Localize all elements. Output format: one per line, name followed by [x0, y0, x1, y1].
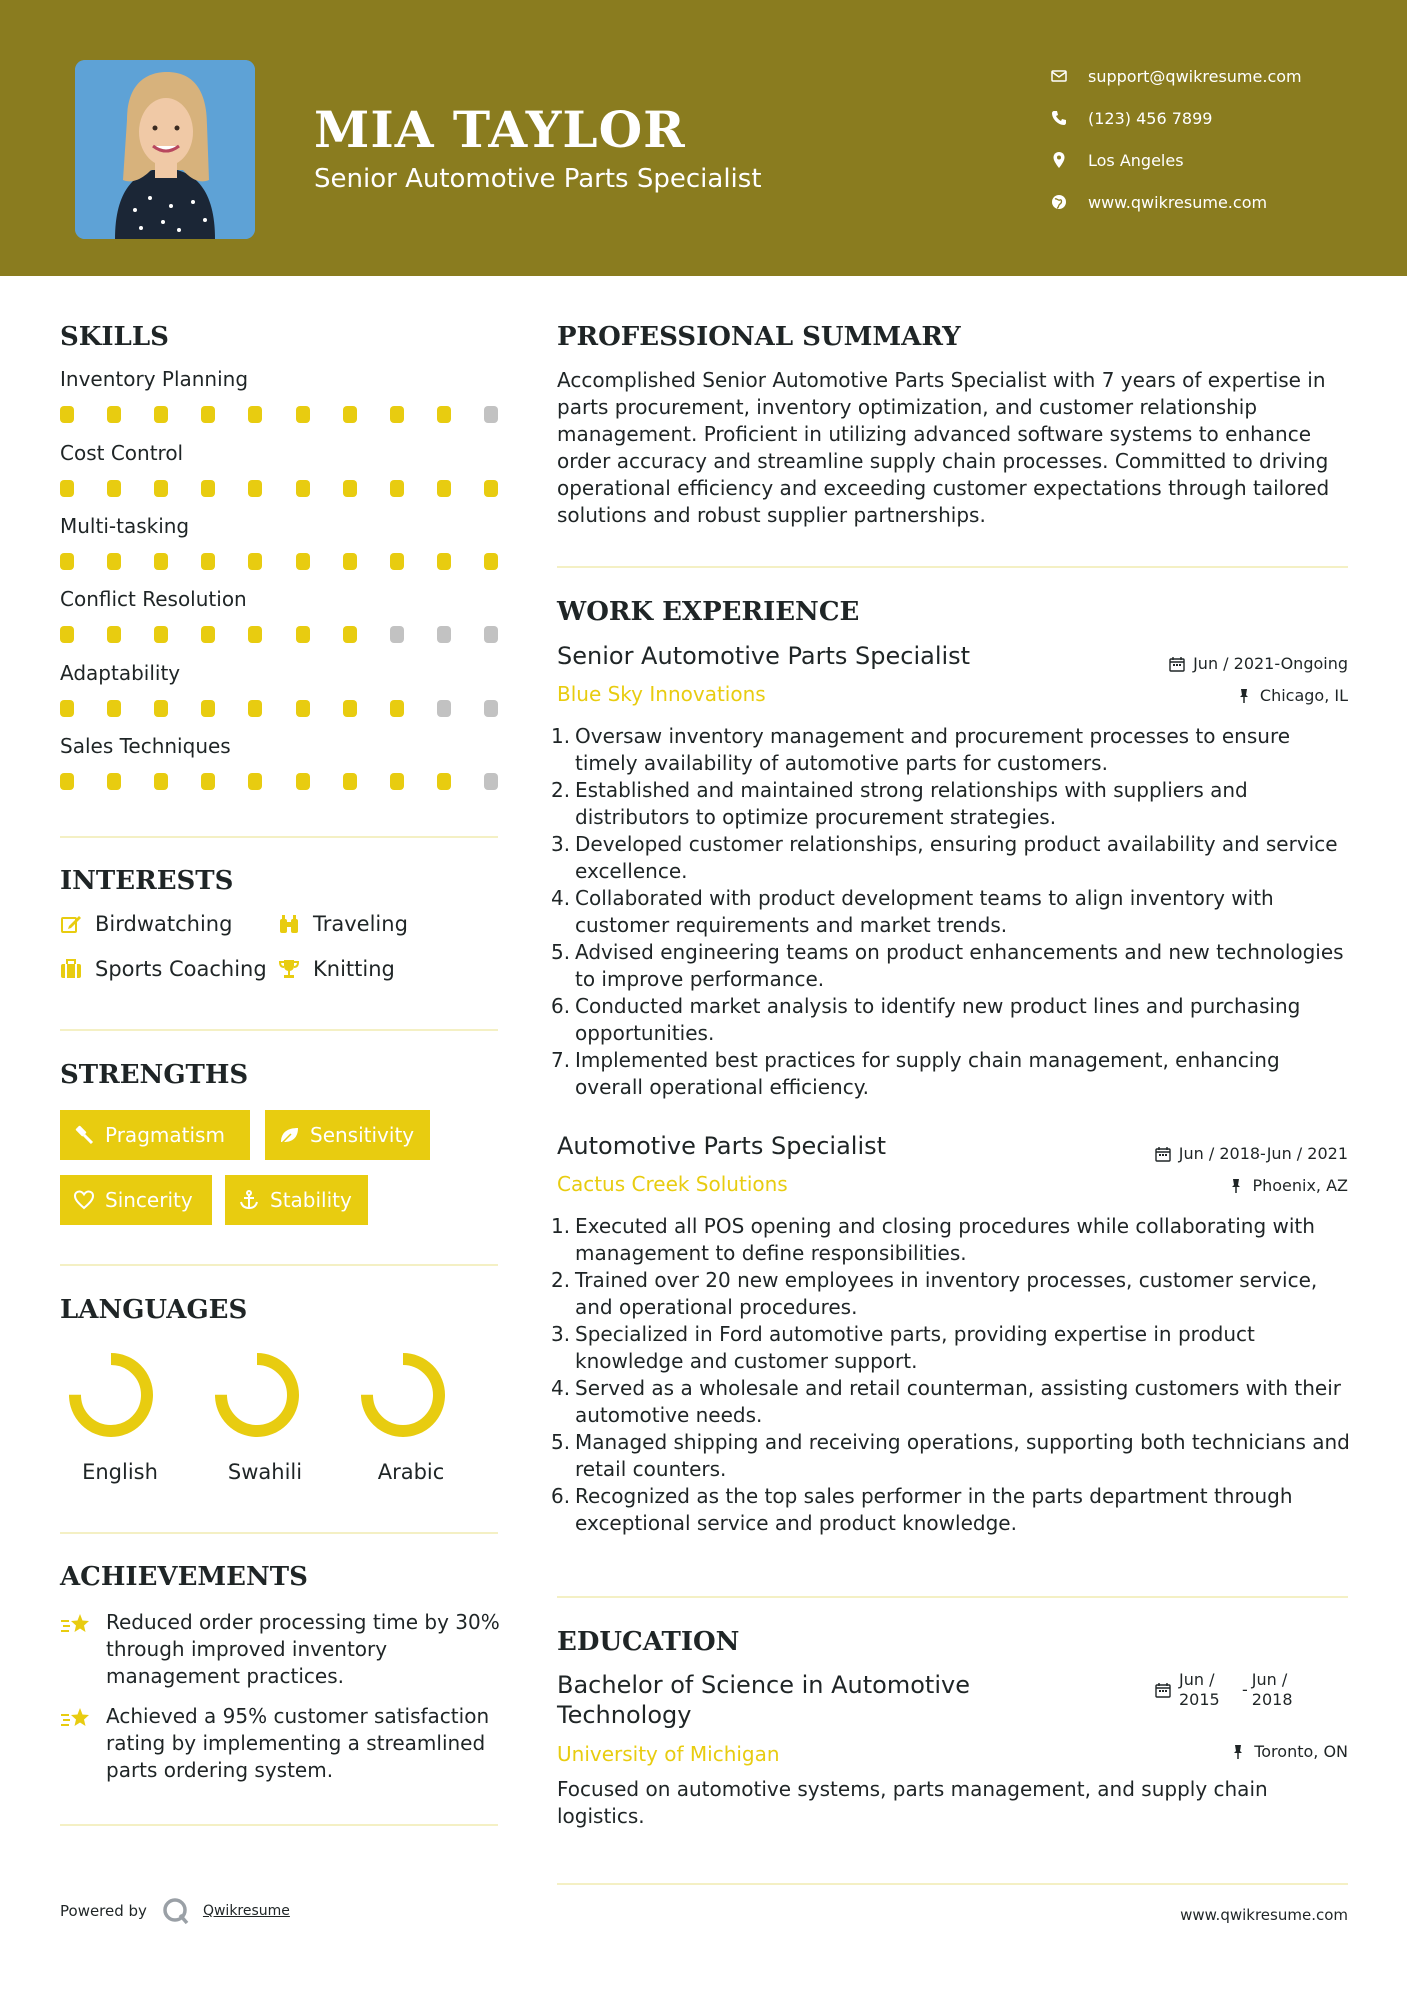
education-end: Jun / 2018: [1251, 1670, 1293, 1709]
summary-text: Accomplished Senior Automotive Parts Specialist with 7 years of expertise in parts procurement, inventory optimization, and customer relationship management. Proficient in utilizing advanced software systems to enhance order accuracy and streamline supply chain processes. Committed to driving operational efficiency and exceeding customer expectations through tailored solutions and robust supplier partnerships.: [557, 368, 1330, 527]
job-location-text: Phoenix, AZ: [1252, 1176, 1348, 1195]
contact-email-text: support@qwikresume.com: [1088, 66, 1302, 86]
job-dates: [1155, 1144, 1348, 1163]
shooting-star-icon: [60, 1705, 92, 1733]
rating-dot-filled: [107, 406, 121, 423]
education-degree: Bachelor of Science in Automotive Technology: [557, 1671, 970, 1729]
job-company: Cactus Creek Solutions: [557, 1172, 788, 1196]
rating-dot-filled: [343, 626, 357, 643]
skill-rating: [60, 773, 498, 790]
job-location: [1228, 1176, 1348, 1195]
footer-powered-by: [60, 1896, 290, 1926]
rating-dot-filled: [484, 553, 498, 570]
pushpin-icon: [1230, 1744, 1246, 1760]
language-gauge: [360, 1352, 446, 1438]
strength-label: Sincerity: [105, 1188, 193, 1212]
rating-dot-filled: [201, 700, 215, 717]
education-location-text: Toronto, ON: [1254, 1742, 1348, 1761]
rating-dot-filled: [296, 553, 310, 570]
education-location: [1230, 1742, 1348, 1761]
rating-dot-filled: [154, 626, 168, 643]
contact-location: [1050, 139, 1302, 181]
rating-dot-empty: [390, 626, 404, 643]
rating-dot-filled: [60, 700, 74, 717]
language-gauge: [214, 1352, 300, 1438]
rating-dot-filled: [343, 406, 357, 423]
strength-chip: [265, 1110, 430, 1160]
duty-item: Recognized as the top sales performer in the parts department through exceptional service and product knowledge.: [575, 1484, 1293, 1535]
achievement-item: [60, 1703, 500, 1784]
rating-dot-filled: [107, 553, 121, 570]
rating-dot-filled: [390, 480, 404, 497]
interest-label: Birdwatching: [95, 912, 233, 936]
rating-dot-filled: [484, 480, 498, 497]
duty-item: Served as a wholesale and retail counterman, assisting customers with their automotive needs.: [575, 1376, 1342, 1427]
rating-dot-filled: [201, 553, 215, 570]
job-location-text: Chicago, IL: [1259, 686, 1348, 705]
language-name: Swahili: [227, 1460, 303, 1484]
qwikresume-logo-icon: [161, 1896, 191, 1926]
skill-rating: [60, 480, 498, 497]
rating-dot-empty: [484, 773, 498, 790]
achievement-item: [60, 1609, 500, 1690]
rating-dot-filled: [248, 773, 262, 790]
rating-dot-filled: [201, 406, 215, 423]
calendar-icon: [1155, 1682, 1171, 1698]
section-divider: [557, 566, 1348, 568]
leaf-icon: [278, 1124, 300, 1146]
section-divider: [60, 1264, 498, 1266]
duty-item: Conducted market analysis to identify new product lines and purchasing opportunities.: [575, 994, 1301, 1045]
rating-dot-filled: [437, 773, 451, 790]
section-divider: [60, 836, 498, 838]
section-divider: [60, 1532, 498, 1534]
languages-heading: LANGUAGES: [60, 1295, 248, 1325]
education-heading: EDUCATION: [557, 1627, 740, 1657]
calendar-icon: [1169, 656, 1185, 672]
job-dates: [1169, 654, 1348, 673]
rating-dot-filled: [296, 480, 310, 497]
duty-item: Established and maintained strong relationships with suppliers and distributors to optimize procurement strategies.: [575, 778, 1248, 829]
job-dates-text: Jun / 2021-Ongoing: [1193, 654, 1348, 673]
language-arc: [221, 1359, 293, 1431]
rating-dot-filled: [390, 700, 404, 717]
resume-header: [0, 0, 1407, 276]
rating-dot-filled: [296, 626, 310, 643]
rating-dot-filled: [60, 406, 74, 423]
rating-dot-filled: [343, 480, 357, 497]
duty-item: Executed all POS opening and closing procedures while collaborating with management to define responsibilities.: [575, 1214, 1315, 1265]
education-school: University of Michigan: [557, 1742, 780, 1766]
rating-dot-filled: [248, 480, 262, 497]
pushpin-icon: [1236, 688, 1252, 704]
powered-by-text: Powered by: [60, 1902, 147, 1920]
duty-item: Managed shipping and receiving operations, supporting both technicians and retail counters.: [575, 1430, 1350, 1481]
rating-dot-filled: [296, 700, 310, 717]
strength-chip: [225, 1175, 368, 1225]
duty-item: Collaborated with product development teams to align inventory with customer requirements and market trends.: [575, 886, 1274, 937]
education-dash: -: [1242, 1680, 1248, 1699]
rating-dot-filled: [248, 553, 262, 570]
briefcase-icon: [60, 958, 82, 980]
contact-phone-text: (123) 456 7899: [1088, 108, 1213, 128]
contact-list: [1050, 55, 1302, 223]
rating-dot-empty: [437, 700, 451, 717]
skill-rating: [60, 406, 498, 423]
strength-chip: [60, 1175, 212, 1225]
rating-dot-empty: [437, 626, 451, 643]
footer-website[interactable]: www.qwikresume.com: [1180, 1906, 1348, 1924]
rating-dot-filled: [154, 700, 168, 717]
rating-dot-filled: [248, 406, 262, 423]
language-arc: [75, 1359, 147, 1431]
achievement-text: Reduced order processing time by 30% through improved inventory management practices.: [106, 1610, 500, 1688]
rating-dot-filled: [201, 480, 215, 497]
pencil-square-icon: [60, 913, 82, 935]
job-duties: [575, 723, 1350, 1101]
strength-label: Sensitivity: [310, 1123, 415, 1147]
strength-label: Pragmatism: [105, 1123, 225, 1147]
rating-dot-filled: [343, 553, 357, 570]
rating-dot-filled: [296, 773, 310, 790]
experience-heading: WORK EXPERIENCE: [557, 597, 860, 627]
qwikresume-link[interactable]: Qwikresume: [202, 1903, 290, 1919]
contact-phone[interactable]: [1050, 97, 1302, 139]
gavel-icon: [73, 1124, 95, 1146]
job-duties: [575, 1213, 1350, 1537]
globe-icon: [1050, 193, 1068, 211]
duty-item: Oversaw inventory management and procurement processes to ensure timely availability of automotive parts for customers.: [575, 724, 1291, 775]
contact-website[interactable]: [1050, 181, 1302, 223]
interest-label: Sports Coaching: [95, 957, 267, 981]
trophy-icon: [278, 958, 300, 980]
rating-dot-empty: [484, 700, 498, 717]
skills-heading: SKILLS: [60, 322, 169, 352]
rating-dot-filled: [107, 700, 121, 717]
rating-dot-filled: [248, 626, 262, 643]
language-name: Arabic: [377, 1460, 445, 1484]
section-divider: [557, 1596, 1348, 1598]
education-dates: [1155, 1670, 1297, 1710]
duty-item: Advised engineering teams on product enhancements and new technologies to improve performance.: [575, 940, 1344, 991]
skill-name: Conflict Resolution: [60, 587, 247, 611]
rating-dot-filled: [60, 773, 74, 790]
candidate-name: MIA TAYLOR: [314, 100, 686, 159]
job-company: Blue Sky Innovations: [557, 682, 766, 706]
profile-photo: [75, 60, 255, 239]
job-location: [1236, 686, 1348, 705]
interest-item: [278, 912, 408, 936]
rating-dot-filled: [107, 480, 121, 497]
duty-item: Trained over 20 new employees in inventory processes, customer service, and operational procedures.: [575, 1268, 1318, 1319]
section-divider: [60, 1029, 498, 1031]
skill-rating: [60, 626, 498, 643]
interest-item: [60, 912, 232, 936]
rating-dot-filled: [343, 700, 357, 717]
rating-dot-filled: [107, 773, 121, 790]
skill-name: Multi-tasking: [60, 514, 190, 538]
rating-dot-filled: [154, 480, 168, 497]
job-title: Automotive Parts Specialist: [557, 1132, 887, 1160]
duty-item: Specialized in Ford automotive parts, providing expertise in product knowledge and customer support.: [575, 1322, 1255, 1373]
interest-item: [60, 957, 267, 981]
strengths-heading: STRENGTHS: [60, 1060, 249, 1090]
education-description: Focused on automotive systems, parts management, and supply chain logistics.: [557, 1777, 1268, 1828]
rating-dot-filled: [296, 406, 310, 423]
rating-dot-filled: [343, 773, 357, 790]
skill-rating: [60, 700, 498, 717]
job-dates-text: Jun / 2018-Jun / 2021: [1178, 1144, 1348, 1163]
rating-dot-filled: [60, 480, 74, 497]
section-divider: [60, 1824, 498, 1826]
skill-name: Cost Control: [60, 441, 184, 465]
location-pin-icon: [1050, 151, 1068, 169]
interest-item: [278, 957, 395, 981]
rating-dot-filled: [201, 626, 215, 643]
binoculars-icon: [278, 913, 300, 935]
rating-dot-filled: [437, 480, 451, 497]
interests-heading: INTERESTS: [60, 866, 234, 896]
rating-dot-filled: [60, 626, 74, 643]
achievements-heading: ACHIEVEMENTS: [60, 1562, 308, 1592]
rating-dot-empty: [484, 406, 498, 423]
calendar-icon: [1155, 1146, 1171, 1162]
skill-rating: [60, 553, 498, 570]
skill-name: Sales Techniques: [60, 734, 231, 758]
interest-label: Traveling: [313, 912, 408, 936]
contact-location-text: Los Angeles: [1088, 150, 1184, 170]
phone-icon: [1050, 109, 1068, 127]
summary-heading: PROFESSIONAL SUMMARY: [557, 322, 961, 352]
candidate-title: Senior Automotive Parts Specialist: [314, 164, 762, 194]
rating-dot-filled: [390, 773, 404, 790]
rating-dot-filled: [107, 626, 121, 643]
rating-dot-filled: [154, 773, 168, 790]
skill-name: Adaptability: [60, 661, 181, 685]
contact-website-text: www.qwikresume.com: [1088, 192, 1268, 212]
contact-email[interactable]: [1050, 55, 1302, 97]
heart-icon: [73, 1189, 95, 1211]
strength-chip: [60, 1110, 250, 1160]
interest-label: Knitting: [313, 957, 395, 981]
skill-name: Inventory Planning: [60, 367, 249, 391]
education-start: Jun / 2015: [1179, 1670, 1220, 1709]
duty-item: Implemented best practices for supply chain management, enhancing overall operational efficiency.: [575, 1048, 1280, 1099]
language-name: English: [82, 1460, 158, 1484]
pushpin-icon: [1228, 1178, 1244, 1194]
anchor-icon: [238, 1189, 260, 1211]
language-gauge: [68, 1352, 154, 1438]
language-arc: [367, 1359, 439, 1431]
rating-dot-filled: [154, 553, 168, 570]
section-divider: [557, 1883, 1348, 1885]
rating-dot-filled: [390, 406, 404, 423]
envelope-icon: [1050, 67, 1068, 85]
achievement-text: Achieved a 95% customer satisfaction rating by implementing a streamlined parts ordering system.: [106, 1704, 490, 1782]
job-title: Senior Automotive Parts Specialist: [557, 642, 971, 670]
duty-item: Developed customer relationships, ensuring product availability and service excellence.: [575, 832, 1338, 883]
shooting-star-icon: [60, 1611, 92, 1639]
rating-dot-filled: [248, 700, 262, 717]
rating-dot-empty: [484, 626, 498, 643]
rating-dot-filled: [390, 553, 404, 570]
rating-dot-filled: [437, 406, 451, 423]
rating-dot-filled: [60, 553, 74, 570]
rating-dot-filled: [201, 773, 215, 790]
rating-dot-filled: [437, 553, 451, 570]
strength-label: Stability: [270, 1188, 352, 1212]
rating-dot-filled: [154, 406, 168, 423]
